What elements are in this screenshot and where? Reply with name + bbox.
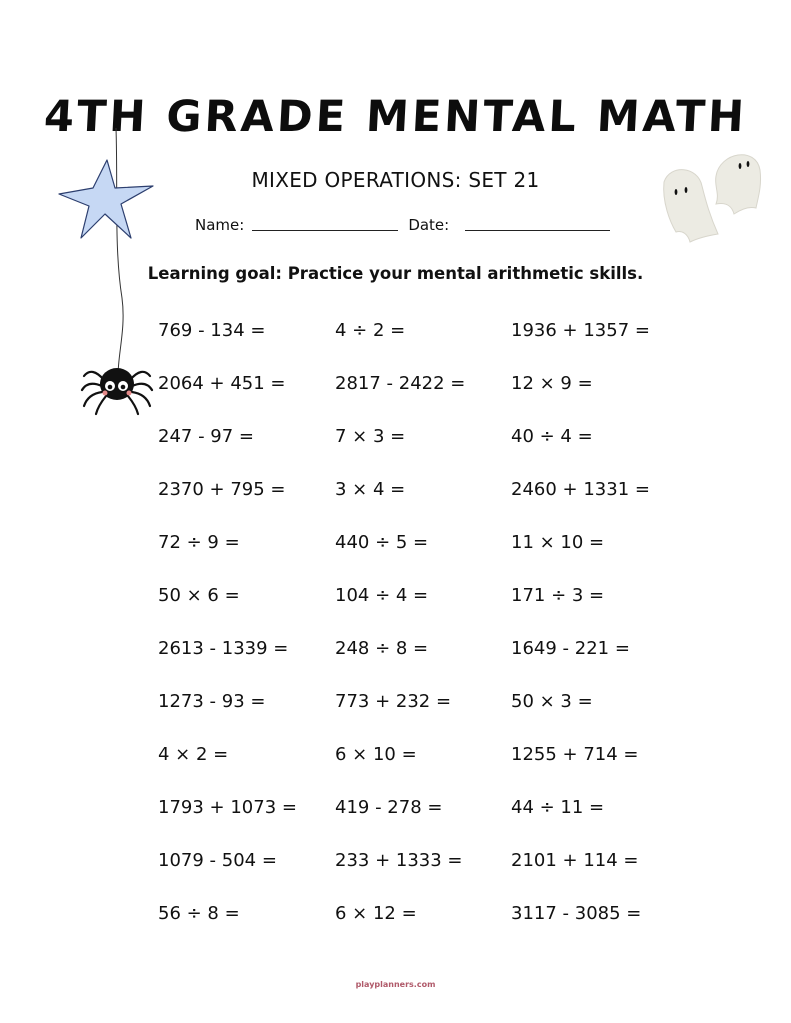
problem-item: 2101 + 114 =: [511, 850, 639, 871]
problem-item: 72 ÷ 9 =: [158, 532, 240, 553]
problem-item: 6 × 12 =: [335, 903, 417, 924]
problem-item: 3117 - 3085 =: [511, 903, 642, 924]
problem-item: 2064 + 451 =: [158, 373, 286, 394]
problem-item: 2613 - 1339 =: [158, 638, 289, 659]
page-subtitle: MIXED OPERATIONS: SET 21: [251, 168, 540, 192]
problem-item: 2460 + 1331 =: [511, 479, 650, 500]
star-icon: [55, 158, 157, 242]
problem-item: 2817 - 2422 =: [335, 373, 466, 394]
problem-item: 6 × 10 =: [335, 744, 417, 765]
problem-item: 248 ÷ 8 =: [335, 638, 429, 659]
footer-brand: playplanners.com: [355, 980, 436, 989]
ghost-icon: [660, 142, 770, 246]
problem-item: 1793 + 1073 =: [158, 797, 297, 818]
problem-item: 56 ÷ 8 =: [158, 903, 240, 924]
problem-item: 1936 + 1357 =: [511, 320, 650, 341]
problem-item: 2370 + 795 =: [158, 479, 286, 500]
problem-item: 1079 - 504 =: [158, 850, 277, 871]
spider-icon: [80, 360, 154, 416]
problem-item: 104 ÷ 4 =: [335, 585, 429, 606]
problem-item: 419 - 278 =: [335, 797, 443, 818]
date-field-line[interactable]: [465, 229, 610, 231]
name-field-line[interactable]: [252, 229, 398, 231]
problem-item: 11 × 10 =: [511, 532, 605, 553]
problem-item: 4 × 2 =: [158, 744, 229, 765]
problem-item: 773 + 232 =: [335, 691, 452, 712]
problem-item: 769 - 134 =: [158, 320, 266, 341]
date-label: Date:: [408, 216, 450, 234]
problem-item: 247 - 97 =: [158, 426, 255, 447]
problem-grid: [158, 320, 687, 956]
problem-item: 171 ÷ 3 =: [511, 585, 605, 606]
problem-item: 4 ÷ 2 =: [335, 320, 406, 341]
page-title: 4TH GRADE MENTAL MATH: [42, 92, 749, 142]
problem-item: 1273 - 93 =: [158, 691, 266, 712]
problem-item: 40 ÷ 4 =: [511, 426, 593, 447]
problem-item: 440 ÷ 5 =: [335, 532, 429, 553]
name-label: Name:: [195, 216, 245, 234]
problem-item: 50 × 3 =: [511, 691, 593, 712]
name-date-row: [195, 216, 620, 234]
problem-item: 44 ÷ 11 =: [511, 797, 605, 818]
problem-item: 50 × 6 =: [158, 585, 240, 606]
problem-item: 7 × 3 =: [335, 426, 406, 447]
problem-item: 1255 + 714 =: [511, 744, 639, 765]
problem-item: 1649 - 221 =: [511, 638, 630, 659]
problem-item: 12 × 9 =: [511, 373, 593, 394]
problem-item: 3 × 4 =: [335, 479, 406, 500]
learning-goal: Learning goal: Practice your mental arithmetic skills.: [147, 264, 644, 283]
problem-item: 233 + 1333 =: [335, 850, 463, 871]
